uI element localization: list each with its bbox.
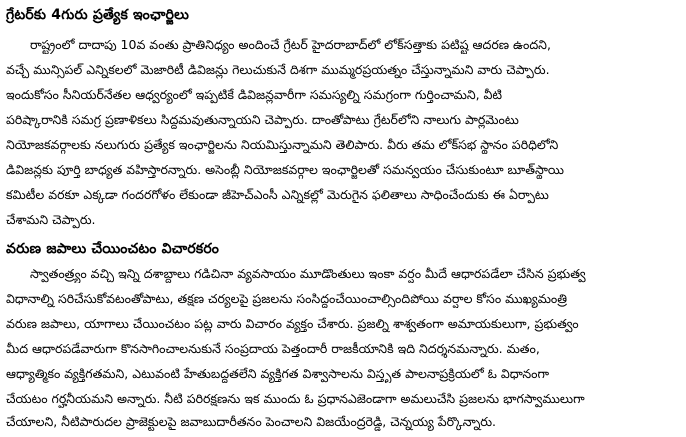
article-1-line-3: ఇందుకోసం సీనియర్‌నేతల ఆధ్వర్యంలో ఇప్పటికే డివిజన్లవారీగా సమస్యల్ని సమగ్రంగా గుర్తించామని, వీటి (6, 87, 503, 102)
article-2-line-4: మీద ఆధారపడేవారుగా కొనసాగించాలనుకునే సంప్రదాయ పెత్తందారీ రాజకీయానికి ఇది నిదర్శనమన్నారు. మతం, (6, 341, 540, 356)
article-2-line-6: చేయటం గర్హనీయమని అన్నారు. నీటి పరిరక్షణను ఇక ముందు ఓ ప్రధానఎజెండాగా అమలుచేసి ప్రజలను భాగస్వాములుగా (6, 391, 585, 406)
article-2-line-2: విధానాల్ని సరిచేసుకోవటంతోపాటు, తక్షణ చర్యలపై ప్రజలను సంసిద్ధంచేయించాల్సిందిపోయి వర్షాల కోసం ముఖ్యమంత్రి (6, 291, 568, 306)
article-1-line-7: కమిటీల వరకూ ఎక్కడా గందరగోళం లేకుండా జీహెచ్ఎంసీ ఎన్నికల్లో మెరుగైన ఫలితాలు సాధించేందుకు ఈ ఏర్పాటు (6, 187, 549, 202)
article-2-heading: వరుణ జపాలు చేయించటం విచారకరం (6, 241, 220, 257)
article-1-line-8: చేశామని చెప్పారు. (6, 212, 96, 227)
article-2-line-7: చేయాలని, నీటిపారుదల ప్రాజెక్టులపై జవాబుదారీతనం పెంచాలని విజయేంద్రరెడ్డి, చెన్నయ్య పేర్కొన్నారు. (6, 414, 496, 429)
article-2-line-1: స్వాతంత్ర్యం వచ్చి ఇన్ని దశాబ్దాలు గడిచినా వ్యవసాయం మూడొంతులు ఇంకా వర్షం మీదే ఆధారపడేలా చేసిన ప్రభుత్వ (30, 266, 586, 281)
article-2-line-3: వరుణ జపాలు, యాగాలు చేయించటం పట్ల వారు విచారం వ్యక్తం చేశారు. ప్రజల్ని శాశ్వతంగా అమాయకులుగా, ప్రభుత్వం (6, 316, 579, 331)
article-1-line-1: రాష్ట్రంలో దాదాపు 10వ వంతు ప్రాతినిధ్యం అందించే గ్రేటర్ హైదరాబాద్‌లో లోక్‌సత్తాకు పటిష్ట ఆదరణ ఉందని, (30, 37, 551, 52)
article-1-line-4: పరిష్కారానికి సమగ్ర ప్రణాళికలు సిద్ధమవుతున్నాయని చెప్పారు. దాంతోపాటు గ్రేటర్‌లోని నాలుగు పార్లమెంటు (6, 112, 519, 127)
article-1-line-6: డివిజన్లకు పూర్తి బాధ్యత వహిస్తారన్నారు. అసెంబ్లీ నియోజకవర్గాల ఇంఛార్జిలతో సమన్వయం చేసుకుంటూ బూత్‌స్థాయి (6, 162, 564, 177)
article-2-line-5: ఆధ్యాత్మికం వ్యక్తిగతమని, ఎటువంటి హేతుబద్ధతలేని వ్యక్తిగత విశ్వాసాలను విస్తృత పాలనాప్రక్రియలో ఓ విధానంగా (6, 366, 549, 381)
article-1-heading: గ్రేటర్‌కు 4గురు ప్రత్యేక ఇంఛార్జిలు (6, 7, 190, 23)
article-1-line-2: వచ్చే మున్సిపల్ ఎన్నికలలో మెజారిటీ డివిజన్లు గెలుచుకునే దిశగా ముమ్మరప్రయత్నం చేస్తున్నామని వారు చెప్పారు. (6, 62, 550, 77)
article-1-line-5: నియోజకవర్గాలకు నలుగురు ప్రత్యేక ఇంఛార్జిలను నియమిస్తున్నామని తెలిపారు. వీరు తమ లోక్‌సభ స్థానం పరిధిలోని (6, 137, 559, 152)
